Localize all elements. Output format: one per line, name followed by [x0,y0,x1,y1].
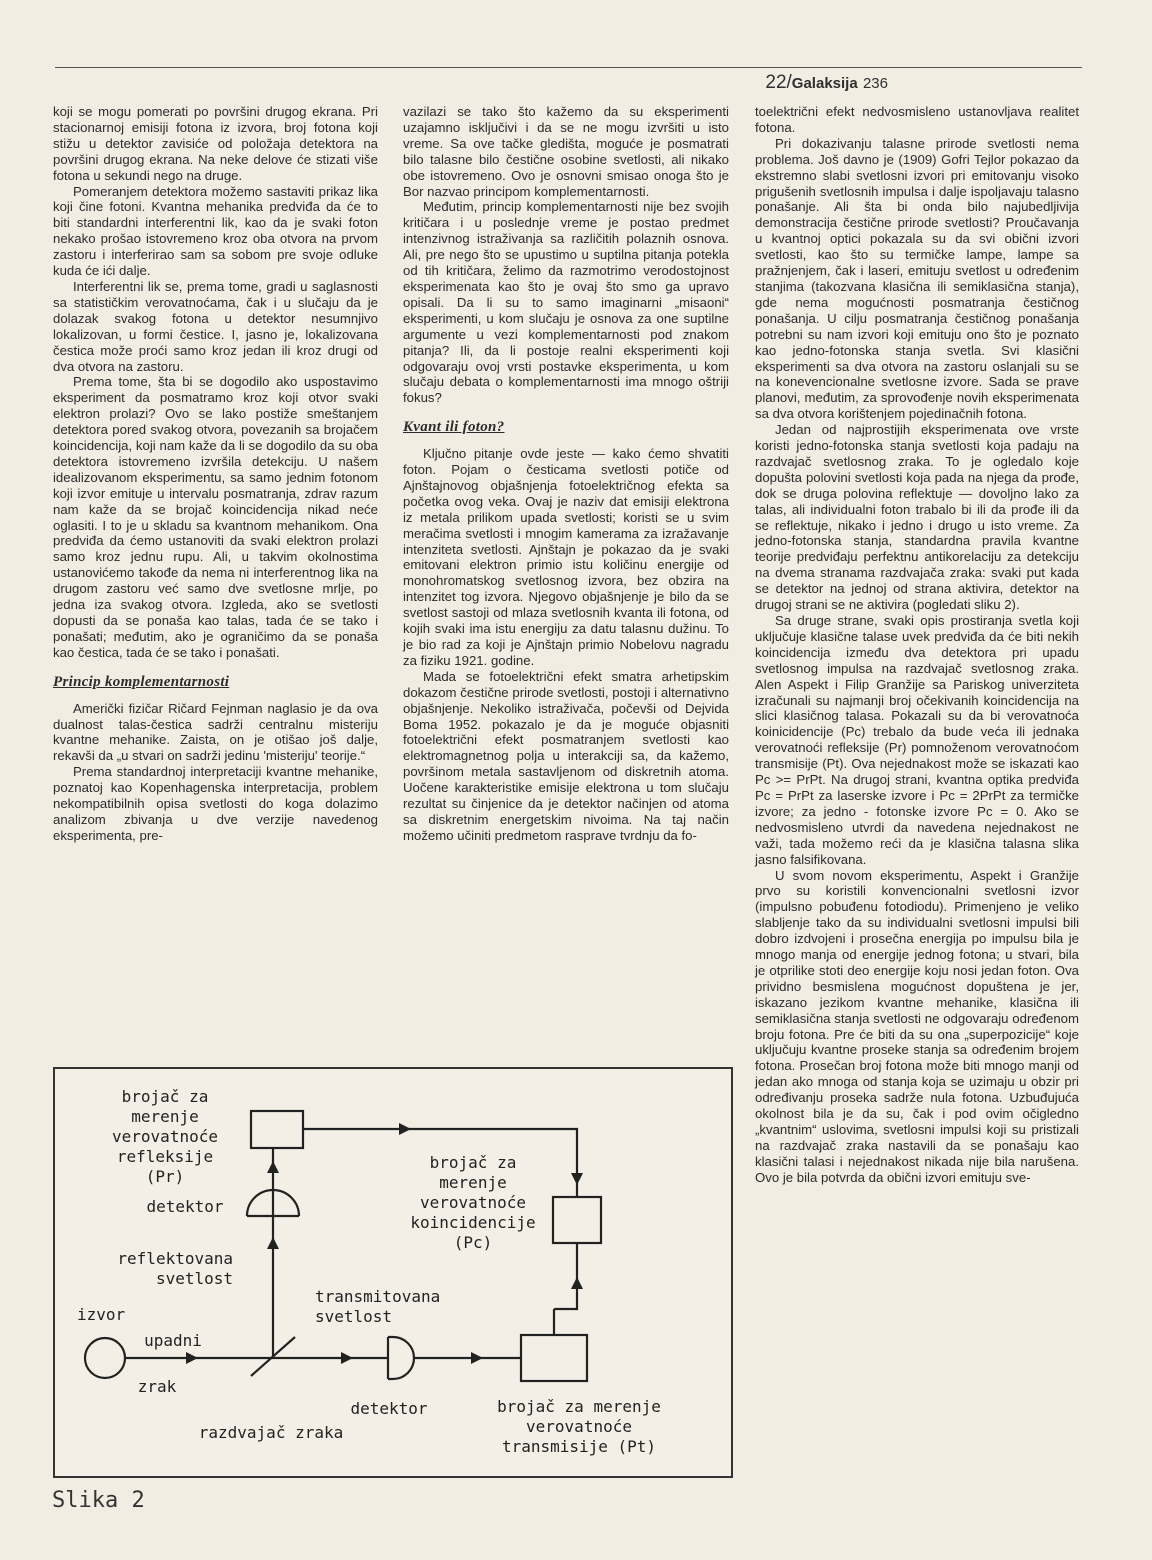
label-pc-counter: brojač za merenje verovatnoće koincidencije (Pc) [410,1153,536,1252]
paragraph: vazilazi se tako što kažemo da su eksperimenti uzajamno isključivi i da se ne mogu izvršiti u isto vreme. Sa ove tačke gledišta, moguće je posmatrati bilo talasne bilo čestične osobine svetlosti, ali nikako obe istovremeno. Ovo je osnovni smisao onoga što je Bor nazvao principom komplementarnosti. [403,104,729,199]
page-number: 22/ [765,72,792,93]
label-detector-top: detektor [146,1197,224,1216]
paragraph: Sa druge strane, svaki opis prostiranja svetla koji uključuje klasične talase uvek predviđa da će biti nekih koincidencija između dva detektora pri upadu svetlosnog impulsa na razdvajač svetlosnog zraka. Alen Aspekt i Filip Granžije sa Pariskog univerziteta izračunali su najmanji broj očekivanih koincidencija na slici klasičnog talasa. Pokazali su da bi verovatnoća koinicidencije (Pc) trebalo da bude veća ili jednaka verovatnoći refleksije (Pr) pomnoženom verovatnoćom transmisije (Pt). Ova nejednakost može se iskazati kao Pc >= PrPt. Na drugoj strani, kvantna optika predviđa Pc = PrPt za laserske izvore i Pc = 2PrPt za termičke izvore; za jedno - fotonske izvore Pc = 0. Ako se nedvosmisleno utvrdi da navedena nejednakost ne važi, tada možemo reći da je klasična talasna slika jasno falsifikovana. [755,613,1079,867]
paragraph: Pomeranjem detektora možemo sastaviti prikaz lika koji čine fotoni. Kvantna mehanika predviđa da će to biti standardni interferentni lik, kao da je svaki foton nekako prošao istovremeno kroz oba otvora na prvom zastoru i interferirao sam sa sobom pre svoje odluke kuda će ići dalje. [53,183,378,279]
paragraph: Ključno pitanje ovde jeste — kako ćemo shvatiti foton. Pojam o česticama svetlosti potiče od Ajnštajnovog objašnjenja fotoelektričnog efekta sa početka ovog veka. Ovaj je naziv dat emisiji elektrona iz metala prilikom upada svetlosti; koristi se u svim meračima svetlosti i mnogim kamerama za izražavanje intenziteta svetlosti. Ajnštajn je pokazao da je svaki emitovani elektron primio istu količinu energije od monohromatskog svetlosnog izvora, bez obzira na intenzitet tog izvora. Njegovo objašnjenje je bilo da se svetlost sastoji od mlaza svetlosnih kvanta ili fotona, od kojih svaki ima istu energiju za datu talasnu dužinu. To je bio rad za koji je Ajnštajn primio Nobelovu nagradu za fiziku 1921. godine. [403,446,729,668]
figure-diagram [53,1067,733,1478]
arrow-right-icon [399,1123,411,1135]
paragraph: U svom novom eksperimentu, Aspekt i Granžije prvo su koristili konvencionalni svetlosni izvor (impulsno pobuđenu fotodiodu). Primenjeno je veliko slabljenje tako da su individualni svetlosni impulsi bili dobro izdvojeni i prosečna energija po impulsu bila je mnogo manja od energije jednog fotona; u stvari, bila je otprilike stoti deo energije koju nosi jedan foton. Ova prividno besmislena mogućnost dopuštena je jer, iskazano jezikom kvantne mehanike, klasična ili semiklasična stanja svetlosti ne odgovaraju određenom broju fotona. Pre će biti da su ona „superpozicije“ koje uključuju kvantne proseke stanja sa određenim brojem fotona. Prosečan broj fotona može biti mnogo manji od jedan ako mnoga od stanja koja se uzimaju u obzir pri određivanju proseka sadrže nula fotona. Uzbuđujuća okolnost bila je da su, čak i pod ovim očigledno „kvantnim“ uslovima, svetlosni impulsi koji su pristizali na razdvajač zraka nastavili da se ponašaju kao klasični talasi i nejednakost nikada nije bila narušena. Ovo je bila potvrda da obični izvori emituju sve- [755,867,1079,1185]
arrow-up-icon [571,1277,583,1289]
arrow-down-icon [571,1173,583,1185]
bottom-detector-icon [388,1337,414,1379]
section-heading: Princip komplementarnosti [53,673,230,690]
arrow-right-icon [341,1352,353,1364]
label-pt-counter: brojač za merenje verovatnoće transmisije (Pt) [497,1397,661,1456]
label-pr-counter: brojač za merenje verovatnoće refleksije (Pr) [112,1087,218,1186]
paragraph: Interferentni lik se, prema tome, gradi u saglasnosti sa statističkim verovatnoćama, čak i u slučaju da je dolazak svakog fotona u detektor nesumnjivo lokalizovan, u formi čestice. I, jasno je, lokalizovana čestica može proći samo kroz jedan ili kroz drugi od dva otvora na zastoru. [53,278,378,374]
paragraph: Pri dokazivanju talasne prirode svetlosti nema problema. Još davno je (1909) Gofri Tejlor pokazao da ekstremno slabi svetlosni izvori pri emitovanju visoko prigušenih svetlosnih impulsa i dalje ispoljavaju talasno ponašanje. Ali šta bi onda bilo najubedljivija demonstracija čestične prirode svetlosti? Proučavanja u kvantnoj optici pokazala su da svi obični izvori svetlosti, kao što su termičke lampe, lampe sa pražnjenjem, čak i laseri, emituju svetlost u određenim stanjima (takozvana klasična ili semiklasična stanja), gde nema mogućnosti posmatranja čestičnog ponašanja. U cilju posmatranja čestičnog ponašanja potrebni su nam izvori koji emituju ono što je poznato kao jedno-fotonska stanja svetla. Svi klasični eksperimenti sa dva otvora na zastoru oslanjali su se na konevencionalne svetlosne izvore. Sada se prave planovi, međutim, za sprovođenje novih eksperimenata sa dva otvora korištenjem pojedinačnih fotona. [755,135,1079,422]
paragraph: koji se mogu pomerati po površini drugog ekrana. Pri stacionarnoj emisiji fotona iz izvora, broj fotona koji stižu u detektor zavisiće od položaja detektora na površini drugog ekrana. Na neke delove će stizati više fotona u sekundi nego na druge. [53,104,378,183]
pc-counter-box [553,1197,601,1243]
paragraph: Međutim, princip komplementarnosti nije bez svojih kritičara i u poslednje vreme je postao predmet intenzivnog istraživanja sa različitih polaznih osnova. Ali, pre nego što se upustimo u suptilna pitanja potekla od tih kritičara, želimo da razmotrimo verodostojnost eksperimenata kao što je ovaj što smo ga upravo opisali. Da li su to samo imaginarni „misaoni“ eksperimenti, u kom slučaju je osnova za one suptilne argumente u vezi komplementarnosti pod znakom pitanja? Ili, da li postoje realni eksperimenti koji odgovaraju ovoj vrsti postavke eksperimenta, u kom slučaju debata o komplementarnosti ima mnogo oštriji fokus? [403,199,729,406]
section-heading: Kvant ili foton? [403,419,505,436]
column-2 [403,104,729,844]
column-1 [53,104,378,844]
label-incident: upadni [144,1331,202,1350]
source-circle-icon [85,1338,125,1378]
arrow-up-icon [267,1237,279,1249]
label-source: izvor [77,1305,126,1324]
paragraph: Mada se fotoelektrični efekt smatra arhetipskim dokazom čestične prirode svetlosti, postoji i alternativno objašnjenje. Nekoliko istraživača, počevši od Dejvida Boma 1952. pokazalo je da je moguće objasniti fotoelektrični efekt posmatranjem svetlosti kao elektromagnetnog polja u interakciji sa, da kažemo, površinom metala sastavljenom od diskretnih atoma. Uočene karakteristike emisije elektrona u tom slučaju rezultat su činjenice da je detektor načinjen od atoma sa diskretnim energetskim nivoima. Na taj način možemo učiniti predmetom rasprave tvrdnju da fo- [403,668,729,843]
paragraph: Prema standardnoj interpretaciji kvantne mehanike, poznatoj kao Kopenhagenska interpretacija, problem nekompatibilnih opisa svetlosti do koga dolazimo analizom zbivanja u dve verzije navedenog eksperimenta, pre- [53,764,378,843]
header-rule [55,67,1082,68]
paragraph: toelektrični efekt nedvosmisleno ustanovljava realitet fotona. [755,104,1079,135]
figure-caption: Slika 2 [52,1488,145,1513]
arrow-up-icon [267,1161,279,1173]
paragraph: Američki fizičar Ričard Fejnman naglasio je da ova dualnost talas-čestica sadrži centralnu misteriju kvantne mehanike. Zaista, on je otišao još dalje, rekavši da „u stvari on sadrži jedinu 'misteriju' teorije.“ [53,700,378,764]
label-beam-splitter: razdvajač zraka [198,1423,344,1442]
paragraph: Prema tome, šta bi se dogodilo ako uspostavimo eksperiment da posmatramo kroz koji otvor svaki elektron prolazi? Ovo se lako postiže smeštanjem detektora pored svakog otvora, povezanih sa brojačem koincidencija, koji nam kaže da li se dogodilo da su oba detektora istovremeno izvršila detekciju. U našem idealizovanom eksperimentu, sa samo jednim fotonom koji izvor emituje u intervalu posmatranja, zdrav razum nam kaže da se brojač koincidencija nikad neće oglasiti. I to je u skladu sa kvantnom mehanikom. Ona predviđa da ćemo ustanoviti da svaki elektron prolazi samo kroz jednu rupu. Ali, u takvim okolnostima ustanovićemo takođe da nema ni interferentnog lika na drugom zastoru već samo dve svetlosne mrlje, po jedna iza svakog otvora. Izgleda, ako se svetlosti dopusti da se ponaša kao talas, tada će se tako i ponašati; međutim, ako je ograničimo da se ponaša kao čestica, tada će se tako i ponašati. [53,374,378,660]
arrow-right-icon [186,1352,198,1364]
paragraph: Jedan od najprostijih eksperimenata ove vrste koristi jedno-fotonska stanja svetlosti koja padaju na razdvajač svetlosnog zraka. To je ogledalo koje dopušta polovini svetlosti koja pada na njega da prođe, dok se druga polovina reflektuje — dovoljno lako za talas, ali individualni foton trabalo bi ili da prođe ili da se reflektuje, nikako i jedno i drugo u isto vreme. Za jedno-fotonska stanja, standardna pravila kvantne teorije predviđaju perfektnu antikorelaciju za detekciju na dvema stranama razdvajača zraka: svaki put kada se detektor na jednoj od strana aktivira, detektor na drugoj strani se ne aktivira (pogledati sliku 2). [755,422,1079,613]
pr-counter-box [251,1111,303,1148]
pt-to-pc-wire-2 [554,1243,577,1309]
magazine-name: Galaksija [791,75,858,92]
label-transmitted-light: transmitovana svetlost [315,1287,441,1326]
label-detector-bottom: detektor [350,1399,428,1418]
column-3 [755,104,1079,1186]
label-beam: zrak [137,1377,177,1396]
page-header [765,72,888,94]
pt-counter-box [521,1335,587,1381]
label-reflected-light: reflektovana svetlost [117,1249,233,1288]
issue-number: 236 [862,75,888,92]
arrow-right-icon [471,1352,483,1364]
